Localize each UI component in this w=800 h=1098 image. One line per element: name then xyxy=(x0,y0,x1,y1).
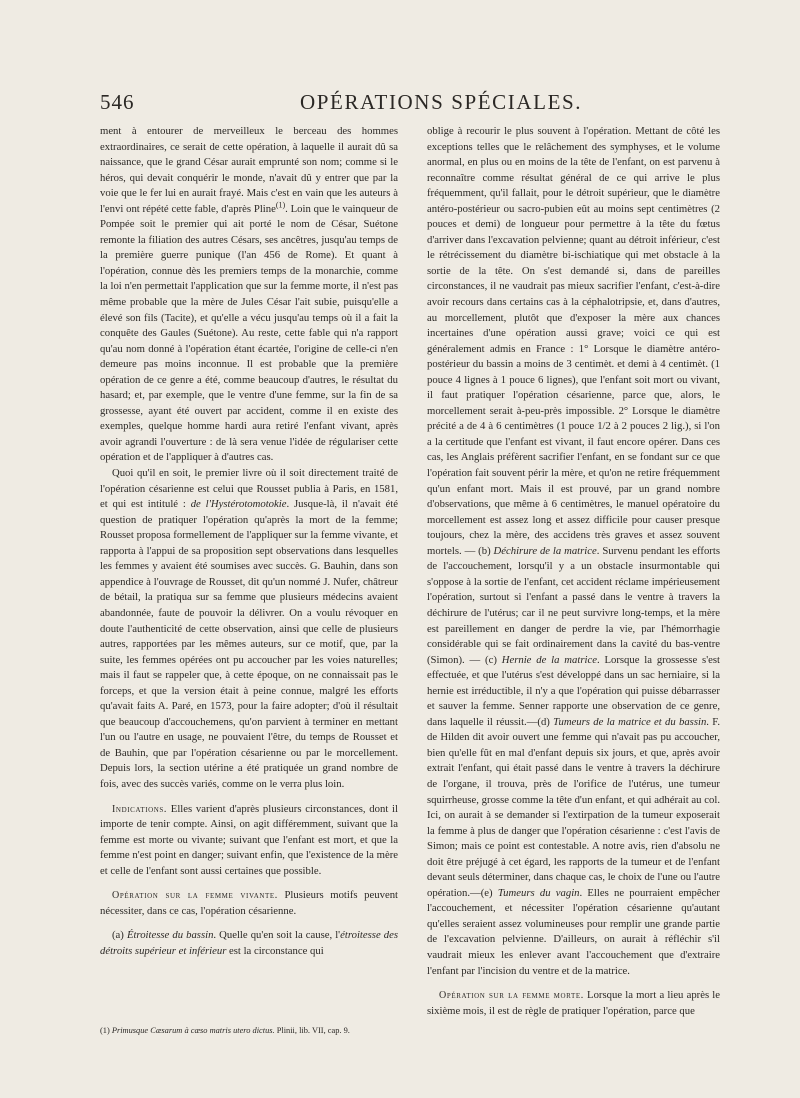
left-column xyxy=(100,124,398,959)
footnote-source: Plinii, lib. VII, cap. 9. xyxy=(274,1026,350,1035)
section-heading-indications: Indications. xyxy=(112,803,168,815)
paragraph-living-woman: Opération sur la femme vivante. Plusieurs motifs peuvent nécessiter, dans ce cas, l'opération césarienne. xyxy=(100,889,399,917)
footnote xyxy=(100,1025,398,1037)
page-header xyxy=(0,90,800,120)
footnote-mark: (1) xyxy=(100,1026,110,1035)
page-number: 546 xyxy=(100,90,135,114)
section-heading-dead-woman: Opération sur la femme morte. xyxy=(439,990,584,1002)
footnote-quote: Primusque Cæsarum à cæso matris utero dictus. xyxy=(111,1026,275,1035)
paragraph-pelvis-diameters: oblige à recourir le plus souvent à l'opération. Mettant de côté les exceptions telles que le relâchement des symphyses, et le volume anormal, en plus ou en moins de la tête de l'enfant, on est parvenu à reconnaître comme résultat général de ce qui arrive le plus fréquemment, qu'il fallait, pour le détroit supérieur, que le diamètre antéro-postérieur ou sacro-pubien eût au moins sept centimètres (2 pouces et demi) de longueur pour permettre à la tête du fœtus d'arriver dans l'excavation pelvienne; quant au détroit inférieur, c'est le rétrécissement du diamètre bi-ischiatique qui met obstacle à la sortie de la tête. On s'est demandé si, dans de pareilles circonstances, il ne vaudrait pas mieux sacrifier l'enfant, c'est-à-dire avoir recours dans certains cas à la céphalotripsie, et, dans d'autres, au morcellement, plutôt que d'exposer la mère aux chances incertaines d'une opération aussi grave; voici ce qui est généralement admis en France : 1° Lorsque le diamètre antéro-postérieur du bassin a moins de 3 centimèt. et demi à 4 centimèt. (1 pouce 4 lignes à 1 pouce 6 lignes), que l'enfant soit mort ou vivant, il faut pratiquer l'opération césarienne, parce que, alors, le morcellement serait à-peu-près impossible. 2° Lorsque le diamètre précité a de 4 à 6 centimètres (1 pouce 1/2 à 2 pouces 2 lig.), si l'on a la certitude que l'enfant est vivant, il faut encore opérer. Dans ces cas, les Anglais préfèrent sacrifier l'enfant, en se fondant sur ce que l'opération fait souvent périr la mère, et qu'on ne retire fréquemment qu'un enfant mort. Mais il est prouvé, par un grand nombre d'observations, que même à 6 centimètres, le manuel opératoire du morcellement est assez long et assez difficile pour causer presque toujours, chez la mère, des accidens très graves et assez souvent mortels. — (b) Déchirure de la matrice. Survenu pendant les efforts de l'accouchement, lorsqu'il y a un obstacle insurmontable qui s'oppose à la sortie de l'enfant, cet accident réclame impérieusement l'opération, surtout si l'enfant a passé dans le ventre à travers la déchirure de l'utérus; car il ne peut survivre long-temps, et la mère est pareillement en danger de perdre la vie, par l'hémorrhagie considérable qui se fait ordinairement dans la cavité du bas-ventre (Simon). — (c) Hernie de la matrice. Lorsque la grossesse s'est effectuée, et que l'utérus s'est développé dans un sac herniaire, si la hernie est irréductible, il n'y a que l'opération qui puisse débarrasser et sauver la femme. Senner rapporte une observation de ce genre, dans laquelle il réussit.—(d) Tumeurs de la matrice et du bassin. F. de Hilden dit avoir ouvert une femme qui n'avait pas pu accoucher, bien qu'elle fût en mal d'enfant depuis six jours, et que, après avoir extrait l'enfant, qui était passé dans le ventre à travers la déchirure de l'organe, il trouva, près de l'orifice de l'utérus, une tumeur squirrheuse, grosse comme la tête d'un enfant, et qui adhérait au col. Ici, on aurait à se demander si l'extirpation de la tumeur exposerait la femme à plus de danger que l'opération césarienne : c'est l'avis de Simon; mais ce point est contestable. A notre avis, rien d'absolu ne doit être préjugé à cet égard, les rapports de la tumeur et de l'enfant devant seuls déterminer, dans chaque cas, le choix de l'une ou l'autre opération.—(e) Tumeurs du vagin. Elles ne pourraient empêcher l'accouchement, et nécessiter l'opération césarienne qu'autant qu'elles seraient assez volumineuses pour remplir une grande partie de l'excavation pelvienne. D'ailleurs, on aurait à réfléchir s'il vaudrait mieux les enlever avant l'accouchement que d'extraire l'enfant par l'incision du ventre et de la matrice. xyxy=(427,125,720,977)
section-heading-living-woman: Opération sur la femme vivante. xyxy=(112,890,278,902)
book-title: de l'Hystérotomotokie xyxy=(190,498,287,511)
paragraph-narrow-pelvis: (a) Étroitesse du bassin. Quelle qu'en soit la cause, l'étroitesse des détroits supérieur et inférieur est la circonstance qui xyxy=(100,929,398,957)
paragraph-rousset: Quoi qu'il en soit, le premier livre où il soit directement traité de l'opération césarienne est celui que Rousset publia à Paris, en 1581, et qui est intitulé : de l'Hystérotomotokie. Jusque-là, il n'avait été question de pratiquer l'opération qu'après la mort de la femme; Rousset proposa formellement de l'appliquer sur la femme vivante, et rapporta à l'appui de sa proposition sept observations dans lesquelles les femmes y avaient été soumises avec succès. G. Bauhin, dans son appendice à l'ouvrage de Rousset, dit qu'un nommé J. Nufer, châtreur de bétail, la pratiqua sur sa femme que plusieurs médecins avaient abandonnée, faute de pouvoir la délivrer. On a voulu révoquer en doute l'authenticité de cette observation, ainsi que celle de plusieurs autres, rapportées par les mêmes auteurs, sur ce motif, que, par la suite, les femmes opérées ont pu accoucher par les voies naturelles; mais il faut se rappeler que, à cette époque, on ne connaissait pas le forceps, et que la version était à peine connue, malgré les efforts qu'avait faits A. Paré, en 1573, pour la faire adopter; d'où il résultait que beaucoup d'accouchemens, qu'on parvient à terminer en mettant l'un ou l'autre en usage, ne pouvaient l'être, du temps de Rousset et de Bauhin, que par l'opération césarienne ou par le morcellement. Depuis lors, la section utérine a été pratiquée un grand nombre de fois, avec des succès variés, comme on le verra plus loin. xyxy=(100,467,398,790)
footnote-ref: (1) xyxy=(275,200,286,210)
paragraph-dead-woman: Opération sur la femme morte. Lorsque la mort a lieu après le sixième mois, il est de règle de pratiquer l'opération, parce que xyxy=(427,989,720,1017)
running-title: OPÉRATIONS SPÉCIALES. xyxy=(300,90,583,114)
paragraph-indications: Indications. Elles varient d'après plusieurs circonstances, dont il importe de tenir compte. Ainsi, on agit différemment, suivant que la femme est morte ou vivante; suivant que l'enfant est mort, et que la femme n'est point en danger; suivant enfin, que l'existence de la mère et celle de l'enfant sont aussi certaines que possible. xyxy=(100,802,398,877)
right-column xyxy=(427,124,720,1019)
paragraph-origin-fable: ment à entourer de merveilleux le berceau des hommes extraordinaires, ce serait de cette opération, à laquelle il aurait dû sa naissance, que le grand César aurait emprunté son nom; comme si le héros, qui devait conquérir le monde, n'avait dû y entrer que par la voie que le fer lui en aurait frayé. Mais c'est en vain que les auteurs à l'envi ont répété cette fable, d'après Pline$^{(1)}$. Loin que le vainqueur de Pompée soit le premier qui ait porté le nom de César, Suétone remonte la filiation des autres Césars, ses ancêtres, jusqu'au temps de la première guerre punique (l'an 456 de Rome). Et quant à l'opération, connue dès les premiers temps de la monarchie, comme la loi n'en permettait l'application que sur la femme morte, il n'est pas même probable que la mère de Jules César l'ait subie, puisqu'elle a élevé son fils (Tacite), et qu'elle a vécu jusqu'au temps où il a fait la conquête des Gaules (Suétone). Au reste, cette fable qui n'a rapport qu'au nom donné à l'opération étant écartée, l'origine de celle-ci n'en demeure pas moins inconnue. Il est probable que la première opération de ce genre a été, comme beaucoup d'autres, le résultat du hasard; et, par exemple, que le ventre d'une femme, sur la fin de sa grossesse, ayant été ouvert par accident, comme il en existe des exemples, quelque homme hardi aura retiré l'enfant vivant, après avoir agrandi l'ouverture : de là sera venue l'idée de régulariser cette opération et de l'appliquer à d'autres cas. xyxy=(100,125,398,464)
